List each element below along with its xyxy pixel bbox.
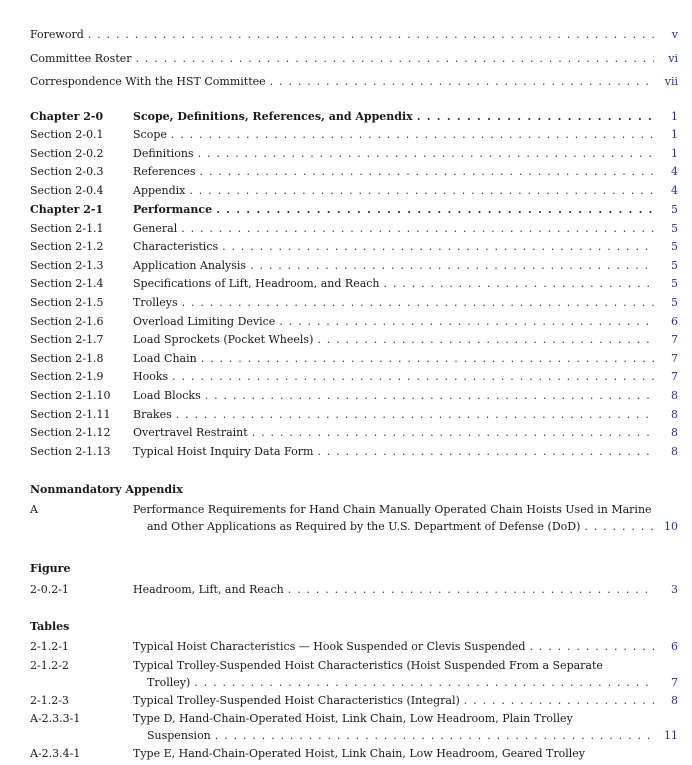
toc-entry-section-2-1-4[interactable] xyxy=(30,275,678,293)
toc-entry-chapter-2-0[interactable] xyxy=(30,108,678,126)
toc-page-link[interactable]: 8 xyxy=(671,389,678,402)
toc-entry-label: Section 2-1.8 xyxy=(30,352,104,365)
appendix-heading: Nonmandatory Appendix xyxy=(30,483,183,496)
toc-entry-section-2-1-2[interactable] xyxy=(30,238,678,256)
toc-entry-section-2-0-4[interactable] xyxy=(30,182,678,200)
toc-entry-title: Typical Trolley-Suspended Hoist Characteristics (Hoist Suspended From a Separate xyxy=(133,659,603,672)
toc-entry-label: Chapter 2-0 xyxy=(30,110,104,123)
dot-leader xyxy=(215,727,654,744)
toc-page-link[interactable]: 5 xyxy=(671,296,678,309)
dot-leader xyxy=(200,163,654,181)
toc-entry-label: Section 2-1.10 xyxy=(30,389,111,402)
figure-heading: Figure xyxy=(30,562,71,575)
toc-entry-title: Scope, Definitions, References, and Appendix xyxy=(133,110,413,123)
toc-entry-appendix-a[interactable] xyxy=(30,501,678,535)
toc-entry-title: Trolleys xyxy=(133,296,178,309)
toc-entry-title-continued: Trolley) xyxy=(147,676,191,689)
dot-leader xyxy=(279,313,654,331)
toc-entry-label: Section 2-1.5 xyxy=(30,296,104,309)
toc-entry-title-continued: Suspension xyxy=(147,729,211,742)
toc-entry-title: Scope xyxy=(133,128,167,141)
toc-entry-label: Section 2-0.1 xyxy=(30,128,104,141)
toc-entry-title-continued: and Other Applications as Required by the U.S. Department of Defense (DoD) xyxy=(147,520,581,533)
toc-entry-title: Appendix xyxy=(133,184,186,197)
toc-page-link[interactable]: vi xyxy=(668,52,678,65)
toc-entry-committee-roster[interactable] xyxy=(30,50,678,68)
toc-page-link[interactable]: 1 xyxy=(671,128,678,141)
toc-entry-section-2-1-6[interactable] xyxy=(30,313,678,331)
toc-page-link[interactable]: 7 xyxy=(671,370,678,383)
dot-leader xyxy=(317,331,654,349)
toc-entry-label: A xyxy=(30,503,38,516)
toc-entry-label: Section 2-1.4 xyxy=(30,277,104,290)
toc-entry-title: Performance xyxy=(133,203,213,216)
toc-entry-title: Hooks xyxy=(133,370,169,383)
toc-entry-title: Typical Hoist Inquiry Data Form xyxy=(133,445,314,458)
dot-leader xyxy=(181,220,654,238)
toc-entry-section-2-1-9[interactable] xyxy=(30,368,678,386)
toc-entry-section-2-1-11[interactable] xyxy=(30,406,678,424)
toc-entry-title: Foreword xyxy=(30,28,84,41)
toc-entry-title: Brakes xyxy=(133,408,172,421)
toc-entry-section-2-0-2[interactable] xyxy=(30,145,678,163)
dot-leader xyxy=(216,201,654,219)
toc-page-link[interactable]: 4 xyxy=(671,165,678,178)
toc-entry-label: Section 2-1.13 xyxy=(30,445,111,458)
toc-entry-foreword[interactable] xyxy=(30,26,678,44)
dot-leader xyxy=(172,368,654,386)
dot-leader xyxy=(584,518,654,535)
toc-entry-label: Section 2-1.11 xyxy=(30,408,111,421)
toc-page-link[interactable]: 6 xyxy=(671,640,678,653)
toc-entry-label: Section 2-1.1 xyxy=(30,222,104,235)
toc-entry-section-2-1-3[interactable] xyxy=(30,257,678,275)
toc-entry-section-2-1-8[interactable] xyxy=(30,350,678,368)
dot-leader xyxy=(176,406,654,424)
toc-entry-title: References xyxy=(133,165,196,178)
dot-leader xyxy=(252,424,654,442)
toc-entry-title: Type E, Hand-Chain-Operated Hoist, Link Chain, Low Headroom, Geared Trolley xyxy=(133,747,585,760)
toc-entry-title: Application Analysis xyxy=(133,259,247,272)
toc-entry-label: A-2.3.3-1 xyxy=(30,712,81,725)
toc-page-link[interactable]: 5 xyxy=(671,222,678,235)
dot-leader xyxy=(288,581,654,599)
toc-entry-title: Committee Roster xyxy=(30,52,132,65)
toc-entry-label: 2-1.2-2 xyxy=(30,659,69,672)
toc-page-link[interactable]: 8 xyxy=(671,445,678,458)
dot-leader xyxy=(205,387,654,405)
dot-leader xyxy=(250,257,654,275)
toc-entry-label: Section 2-1.3 xyxy=(30,259,104,272)
toc-entry-title: Typical Trolley-Suspended Hoist Characteristics (Integral) xyxy=(133,694,460,707)
toc-page-link[interactable]: 10 xyxy=(664,520,678,533)
toc-entry-section-2-1-10[interactable] xyxy=(30,387,678,405)
toc-entry-table-2-1-2-3[interactable] xyxy=(30,692,678,710)
toc-entry-label: Section 2-1.2 xyxy=(30,240,104,253)
toc-page-link[interactable]: vii xyxy=(664,75,678,88)
tables-heading: Tables xyxy=(30,620,70,633)
dot-leader xyxy=(194,674,654,691)
toc-entry-title: Headroom, Lift, and Reach xyxy=(133,583,284,596)
toc-entry-label: 2-1.2-3 xyxy=(30,694,69,707)
toc-page-link[interactable]: 5 xyxy=(671,259,678,272)
toc-entry-label: 2-0.2-1 xyxy=(30,583,69,596)
toc-entry-label: Section 2-0.4 xyxy=(30,184,104,197)
dot-leader xyxy=(201,350,654,368)
toc-entry-section-2-1-1[interactable] xyxy=(30,220,678,238)
toc-entry-label: Section 2-1.12 xyxy=(30,426,111,439)
toc-entry-label: 2-1.2-1 xyxy=(30,640,69,653)
dot-leader xyxy=(88,26,654,44)
toc-entry-title: Definitions xyxy=(133,147,194,160)
toc-entry-label: Section 2-1.7 xyxy=(30,333,104,346)
toc-entry-title: Characteristics xyxy=(133,240,219,253)
toc-entry-title: Performance Requirements for Hand Chain Manually Operated Chain Hoists Used in Marine xyxy=(133,503,652,516)
toc-entry-table-2-1-2-2[interactable] xyxy=(30,657,678,691)
dot-leader xyxy=(464,692,654,710)
toc-entry-title: Typical Hoist Characteristics — Hook Suspended or Clevis Suspended xyxy=(133,640,526,653)
dot-leader xyxy=(317,443,654,461)
toc-entry-title: Type D, Hand-Chain-Operated Hoist, Link Chain, Low Headroom, Plain Trolley xyxy=(133,712,573,725)
toc-entry-section-2-0-1[interactable] xyxy=(30,126,678,144)
toc-page-link[interactable]: 4 xyxy=(671,184,678,197)
toc-page-link[interactable]: 7 xyxy=(671,352,678,365)
toc-entry-title: Specifications of Lift, Headroom, and Reach xyxy=(133,277,380,290)
toc-entry-title: Load Blocks xyxy=(133,389,201,402)
dot-leader xyxy=(182,294,654,312)
toc-entry-table-2-1-2-1[interactable] xyxy=(30,638,678,656)
toc-entry-section-2-1-7[interactable] xyxy=(30,331,678,349)
toc-entry-chapter-2-1[interactable] xyxy=(30,201,678,219)
dot-leader xyxy=(189,182,654,200)
toc-page-link[interactable]: 5 xyxy=(671,240,678,253)
toc-entry-table-a-2-3-4-1[interactable] xyxy=(30,745,678,763)
toc-entry-title: Overtravel Restraint xyxy=(133,426,248,439)
toc-page-link[interactable]: 1 xyxy=(671,147,678,160)
toc-entry-correspondence[interactable] xyxy=(30,73,678,91)
dot-leader xyxy=(270,73,654,91)
toc-page-link[interactable]: 8 xyxy=(671,426,678,439)
toc-entry-title: Correspondence With the HST Committee xyxy=(30,75,266,88)
toc-entry-title: Load Chain xyxy=(133,352,197,365)
toc-entry-section-2-0-3[interactable] xyxy=(30,163,678,181)
dot-leader xyxy=(417,108,654,126)
dot-leader xyxy=(171,126,654,144)
toc-entry-figure-2-0-2-1[interactable] xyxy=(30,581,678,599)
dot-leader xyxy=(136,50,654,68)
toc-page-link[interactable]: 7 xyxy=(671,333,678,346)
toc-entry-label: Section 2-1.6 xyxy=(30,315,104,328)
toc-entry-label: Section 2-0.2 xyxy=(30,147,104,160)
toc-entry-label: Section 2-0.3 xyxy=(30,165,104,178)
toc-page-link[interactable]: 5 xyxy=(671,277,678,290)
toc-entry-title: Overload Limiting Device xyxy=(133,315,276,328)
toc-page-link[interactable]: 3 xyxy=(671,583,678,596)
toc-page-link[interactable]: 8 xyxy=(671,408,678,421)
toc-entry-section-2-1-13[interactable] xyxy=(30,443,678,461)
toc-entry-section-2-1-12[interactable] xyxy=(30,424,678,442)
toc-page-link[interactable]: 5 xyxy=(671,203,678,216)
toc-entry-title: Load Sprockets (Pocket Wheels) xyxy=(133,333,314,346)
toc-page-link[interactable]: 11 xyxy=(664,729,678,742)
toc-page-link[interactable]: 7 xyxy=(671,676,678,689)
toc-entry-label: Chapter 2-1 xyxy=(30,203,104,216)
toc-entry-title: General xyxy=(133,222,178,235)
toc-entry-label: Section 2-1.9 xyxy=(30,370,104,383)
toc-entry-section-2-1-5[interactable] xyxy=(30,294,678,312)
dot-leader xyxy=(198,145,654,163)
toc-entry-label: A-2.3.4-1 xyxy=(30,747,81,760)
toc-entry-table-a-2-3-3-1[interactable] xyxy=(30,710,678,744)
dot-leader xyxy=(384,275,654,293)
toc-page-link[interactable]: 6 xyxy=(671,315,678,328)
dot-leader xyxy=(529,638,654,656)
toc-page-link[interactable]: 8 xyxy=(671,694,678,707)
toc-page-link[interactable]: 1 xyxy=(671,110,678,123)
dot-leader xyxy=(222,238,654,256)
toc-page-link[interactable]: v xyxy=(671,28,678,41)
